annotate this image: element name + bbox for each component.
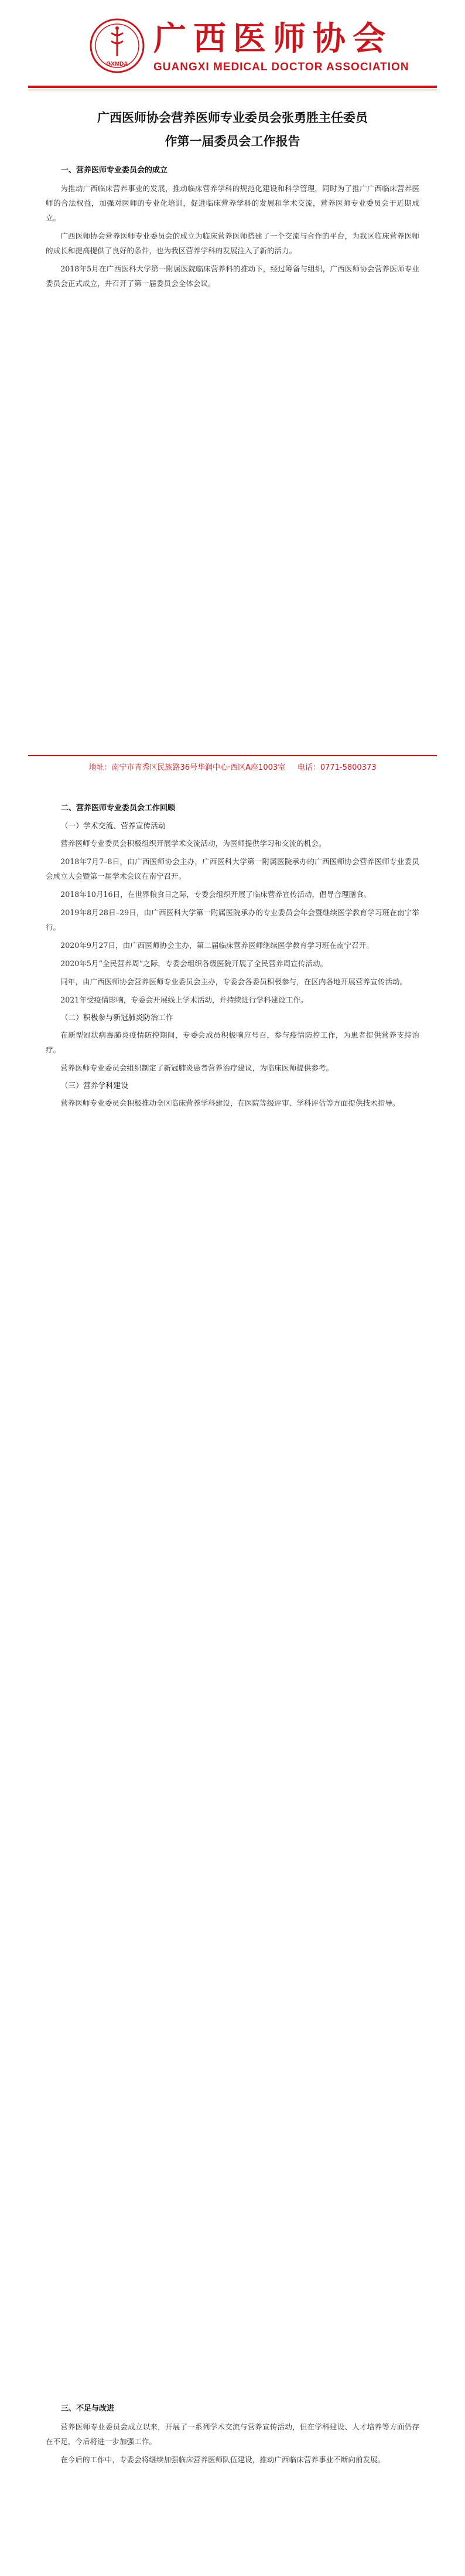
header-rule — [28, 86, 437, 88]
paragraph: 营养医师专业委员会积极推动全区临床营养学科建设，在医院等级评审、学科评估等方面提供技术指导。 — [60, 1099, 400, 1107]
footer-contact — [28, 761, 437, 772]
paragraph: 2019年8月28日–29日，由广西医科大学第一附属医院承办的专业委员会年会暨继续医学教育学习班在南宁举行。 — [46, 908, 419, 932]
paragraph: 营养医师专业委员会积极组织开展学术交流活动，为医师提供学习和交流的机会。 — [60, 839, 326, 848]
footer-address: 地址：南宁市青秀区民族路36号华润中心·西区A座1003室 — [88, 763, 286, 772]
section-heading: 三、不足与改进 — [61, 2404, 115, 2413]
paragraph: 为推动广西临床营养事业的发展，推动临床营养学科的规范化建设和科学管理，同时为了推广广西临床营养医师的合法权益，加强对医师的专业化培训，促进临床营养学科的发展和学术交流，营养医师专业委员会于近期成立。 — [46, 184, 419, 222]
section-heading: 二、营养医师专业委员会工作回顾 — [61, 804, 176, 813]
logo-text: GXMDA — [106, 61, 128, 67]
paragraph: 营养医师专业委员会组织制定了新冠肺炎患者营养治疗建议，为临床医师提供参考。 — [60, 1063, 334, 1072]
paragraph: 营养医师专业委员会成立以来，开展了一系列学术交流与营养宣传活动，但在学科建设、人才培养等方面仍存在不足，今后将进一步加强工作。 — [46, 2422, 419, 2446]
paragraph: 广西医师协会营养医师专业委员会的成立为临床营养医师搭建了一个交流与合作的平台，为我区临床营养医师的成长和提高提供了良好的条件，也为我区营养学科的发展注入了新的活力。 — [46, 232, 419, 255]
paragraph: 2018年5月在广西医科大学第一附属医院临床营养科的推动下，经过筹备与组织，广西医师协会营养医师专业委员会正式成立，并召开了第一届委员会全体会议。 — [46, 264, 419, 288]
paragraph: 在新型冠状病毒肺炎疫情防控期间，专委会成员积极响应号召，参与疫情防控工作，为患者提供营养支持治疗。 — [46, 1031, 419, 1054]
footer-phone: 电话：0771-5800373 — [297, 763, 377, 772]
subsection-heading: （三）营养学科建设 — [60, 1082, 128, 1090]
org-name-cn: 广西医师协会 — [153, 20, 392, 58]
paragraph: 2018年10月16日，在世界粮食日之际，专委会组织开展了临床营养宣传活动，倡导合理膳食。 — [60, 890, 371, 899]
association-logo — [89, 18, 145, 74]
paragraph: 2020年5月“全民营养周”之际，专委会组织各级医院开展了全民营养周宣传活动。 — [60, 959, 328, 968]
footer-rule — [28, 755, 437, 756]
report-title-line-1: 广西医师协会营养医师专业委员会张勇胜主任委员 — [97, 111, 368, 125]
paragraph: 2021年受疫情影响，专委会开展线上学术活动，并持续进行学科建设工作。 — [60, 995, 308, 1004]
paragraph: 同年，由广西医师协会营养医师专业委员会主办，专委会各委员积极参与，在区内各地开展营养宣传活动。 — [60, 977, 408, 986]
paragraph: 2020年9月27日，由广西医师协会主办，第二届临床营养医师继续医学教育学习班在南宁召开。 — [60, 941, 374, 950]
section-1 — [46, 159, 419, 294]
section-3 — [46, 2398, 419, 2470]
paragraph: 在今后的工作中，专委会将继续加强临床营养医师队伍建设，推动广西临床营养事业不断向前发展。 — [60, 2455, 385, 2464]
section-2 — [46, 797, 419, 1114]
section-heading: 一、营养医师专业委员会的成立 — [61, 166, 168, 175]
org-name-en: GUANGXI MEDICAL DOCTOR ASSOCIATION — [153, 61, 409, 73]
report-title-line-2: 作第一届委员会工作报告 — [165, 134, 300, 148]
subsection-heading: （二）积极参与新冠肺炎防治工作 — [60, 1014, 173, 1022]
subsection-heading: （一）学术交流、营养宣传活动 — [60, 822, 166, 831]
paragraph: 2018年7月7–8日，由广西医师协会主办，广西医科大学第一附属医院承办的广西医师协会营养医师专业委员会成立大会暨第一届学术会议在南宁召开。 — [46, 857, 419, 881]
